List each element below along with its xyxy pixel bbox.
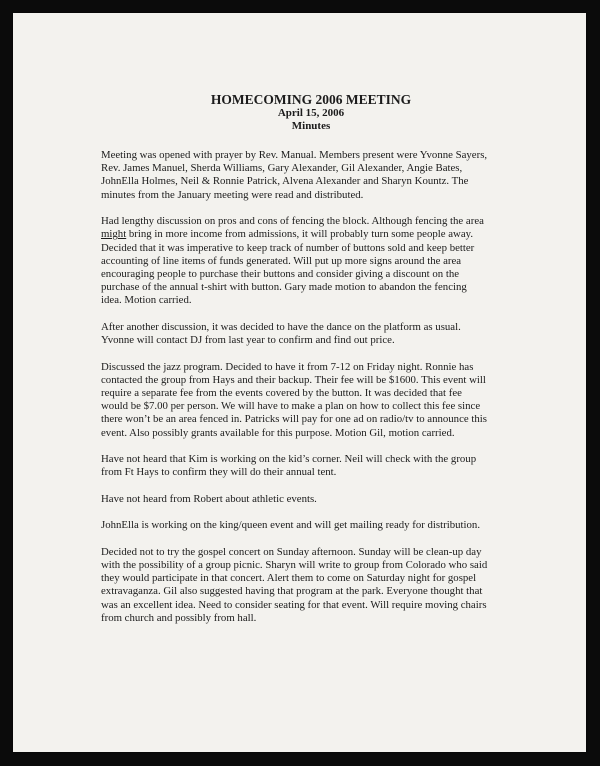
document-body xyxy=(101,92,521,638)
paragraph-line: purchase of the annual t-shirt with button. Gary made motion to abandon the fencing xyxy=(101,281,467,294)
paragraph-line: Meeting was opened with prayer by Rev. Manual. Members present were Yvonne Sayers, xyxy=(101,149,488,161)
paragraph-line: from church and possibly from hall. xyxy=(101,611,257,624)
paragraph-line: Rev. James Manuel, Sherda Williams, Gary Alexander, Gil Alexander, Angie Bates, xyxy=(101,162,463,175)
paragraph-line: from Ft Hays to confirm they will do their annual tent. xyxy=(101,466,337,479)
paragraph-line: event. Also possibly grants available for this purpose. Motion Gil, motion carried. xyxy=(101,426,455,439)
underlined-word: might xyxy=(101,228,127,241)
paragraph-line: Have not heard from Robert about athletic events. xyxy=(101,492,317,505)
paragraph-line: contacted the group from Hays and their backup. Their fee will be $1600. This event will xyxy=(101,373,486,386)
paragraph-line: idea. Motion carried. xyxy=(101,294,192,307)
paragraph-line-text: bring in more income from admissions, it will probably turn some people away. xyxy=(128,228,474,241)
paragraph-line: Discussed the jazz program. Decided to have it from 7-12 on Friday night. Ronnie has xyxy=(101,360,474,373)
document-date: April 15, 2006 xyxy=(277,107,345,119)
paragraph-line: JohnElla is working on the king/queen event and will get mailing ready for distribution. xyxy=(101,519,481,532)
paragraph-jazz xyxy=(101,361,521,440)
paragraph-dance xyxy=(101,321,521,347)
paragraph-line: Have not heard that Kim is working on the kid’s corner. Neil will check with the group xyxy=(101,453,477,466)
paragraph-line: After another discussion, it was decided to have the dance on the platform as usual. xyxy=(101,320,461,333)
document-subtitle: Minutes xyxy=(291,120,331,132)
paragraph-line: minutes from the January meeting were read and distributed. xyxy=(101,188,364,201)
paragraph-line: accounting of line items of funds generated. Will put up more signs around the area xyxy=(101,254,462,267)
paragraph-line: Decided not to try the gospel concert on Sunday afternoon. Sunday will be clean-up day xyxy=(101,545,482,558)
paragraph-line: extravaganza. Gil also suggested having that program at the park. Everyone thought that xyxy=(101,585,483,598)
paragraph-line: was an excellent idea. Need to consider seating for that event. Will require moving chairs xyxy=(101,598,487,611)
document-title: HOMECOMING 2006 MEETING xyxy=(210,92,412,107)
document-page xyxy=(13,13,586,752)
paragraph-line xyxy=(101,228,521,241)
paragraph-gospel xyxy=(101,546,521,625)
document-header xyxy=(101,92,521,133)
paragraph-line: with the possibility of a group picnic. Sharyn will write to group from Colorado who said xyxy=(101,558,488,571)
paragraph-line: Decided that it was imperative to keep track of number of buttons sold and keep better xyxy=(101,241,475,254)
paragraph-athletics xyxy=(101,493,521,506)
paragraph-line: require a separate fee from the events covered by the button. It was decided that fee xyxy=(101,386,462,399)
paragraph-line: encouraging people to purchase their buttons and consider giving a discount on the xyxy=(101,267,460,280)
paragraph-king-queen xyxy=(101,519,521,532)
paragraph-line: they would participate in that concert. Alert them to come on Saturday night for gospel xyxy=(101,572,477,585)
paragraph-line: there won’t be an area fenced in. Patricks will pay for one ad on radio/tv to announce this xyxy=(101,413,487,426)
paragraph-line: Had lengthy discussion on pros and cons of fencing the block. Although fencing the area xyxy=(101,215,484,228)
paragraph-line: Yvonne will contact DJ from last year to confirm and find out price. xyxy=(101,334,395,347)
paragraph-kids-corner xyxy=(101,453,521,479)
paragraph-attendance xyxy=(101,149,521,202)
paragraph-line: JohnElla Holmes, Neil & Ronnie Patrick, Alvena Alexander and Sharyn Kountz. The xyxy=(101,175,469,188)
paragraph-fencing xyxy=(101,215,521,307)
paragraph-line: would be $7.00 per person. We will have to make a plan on how to collect this fee since xyxy=(101,400,481,413)
